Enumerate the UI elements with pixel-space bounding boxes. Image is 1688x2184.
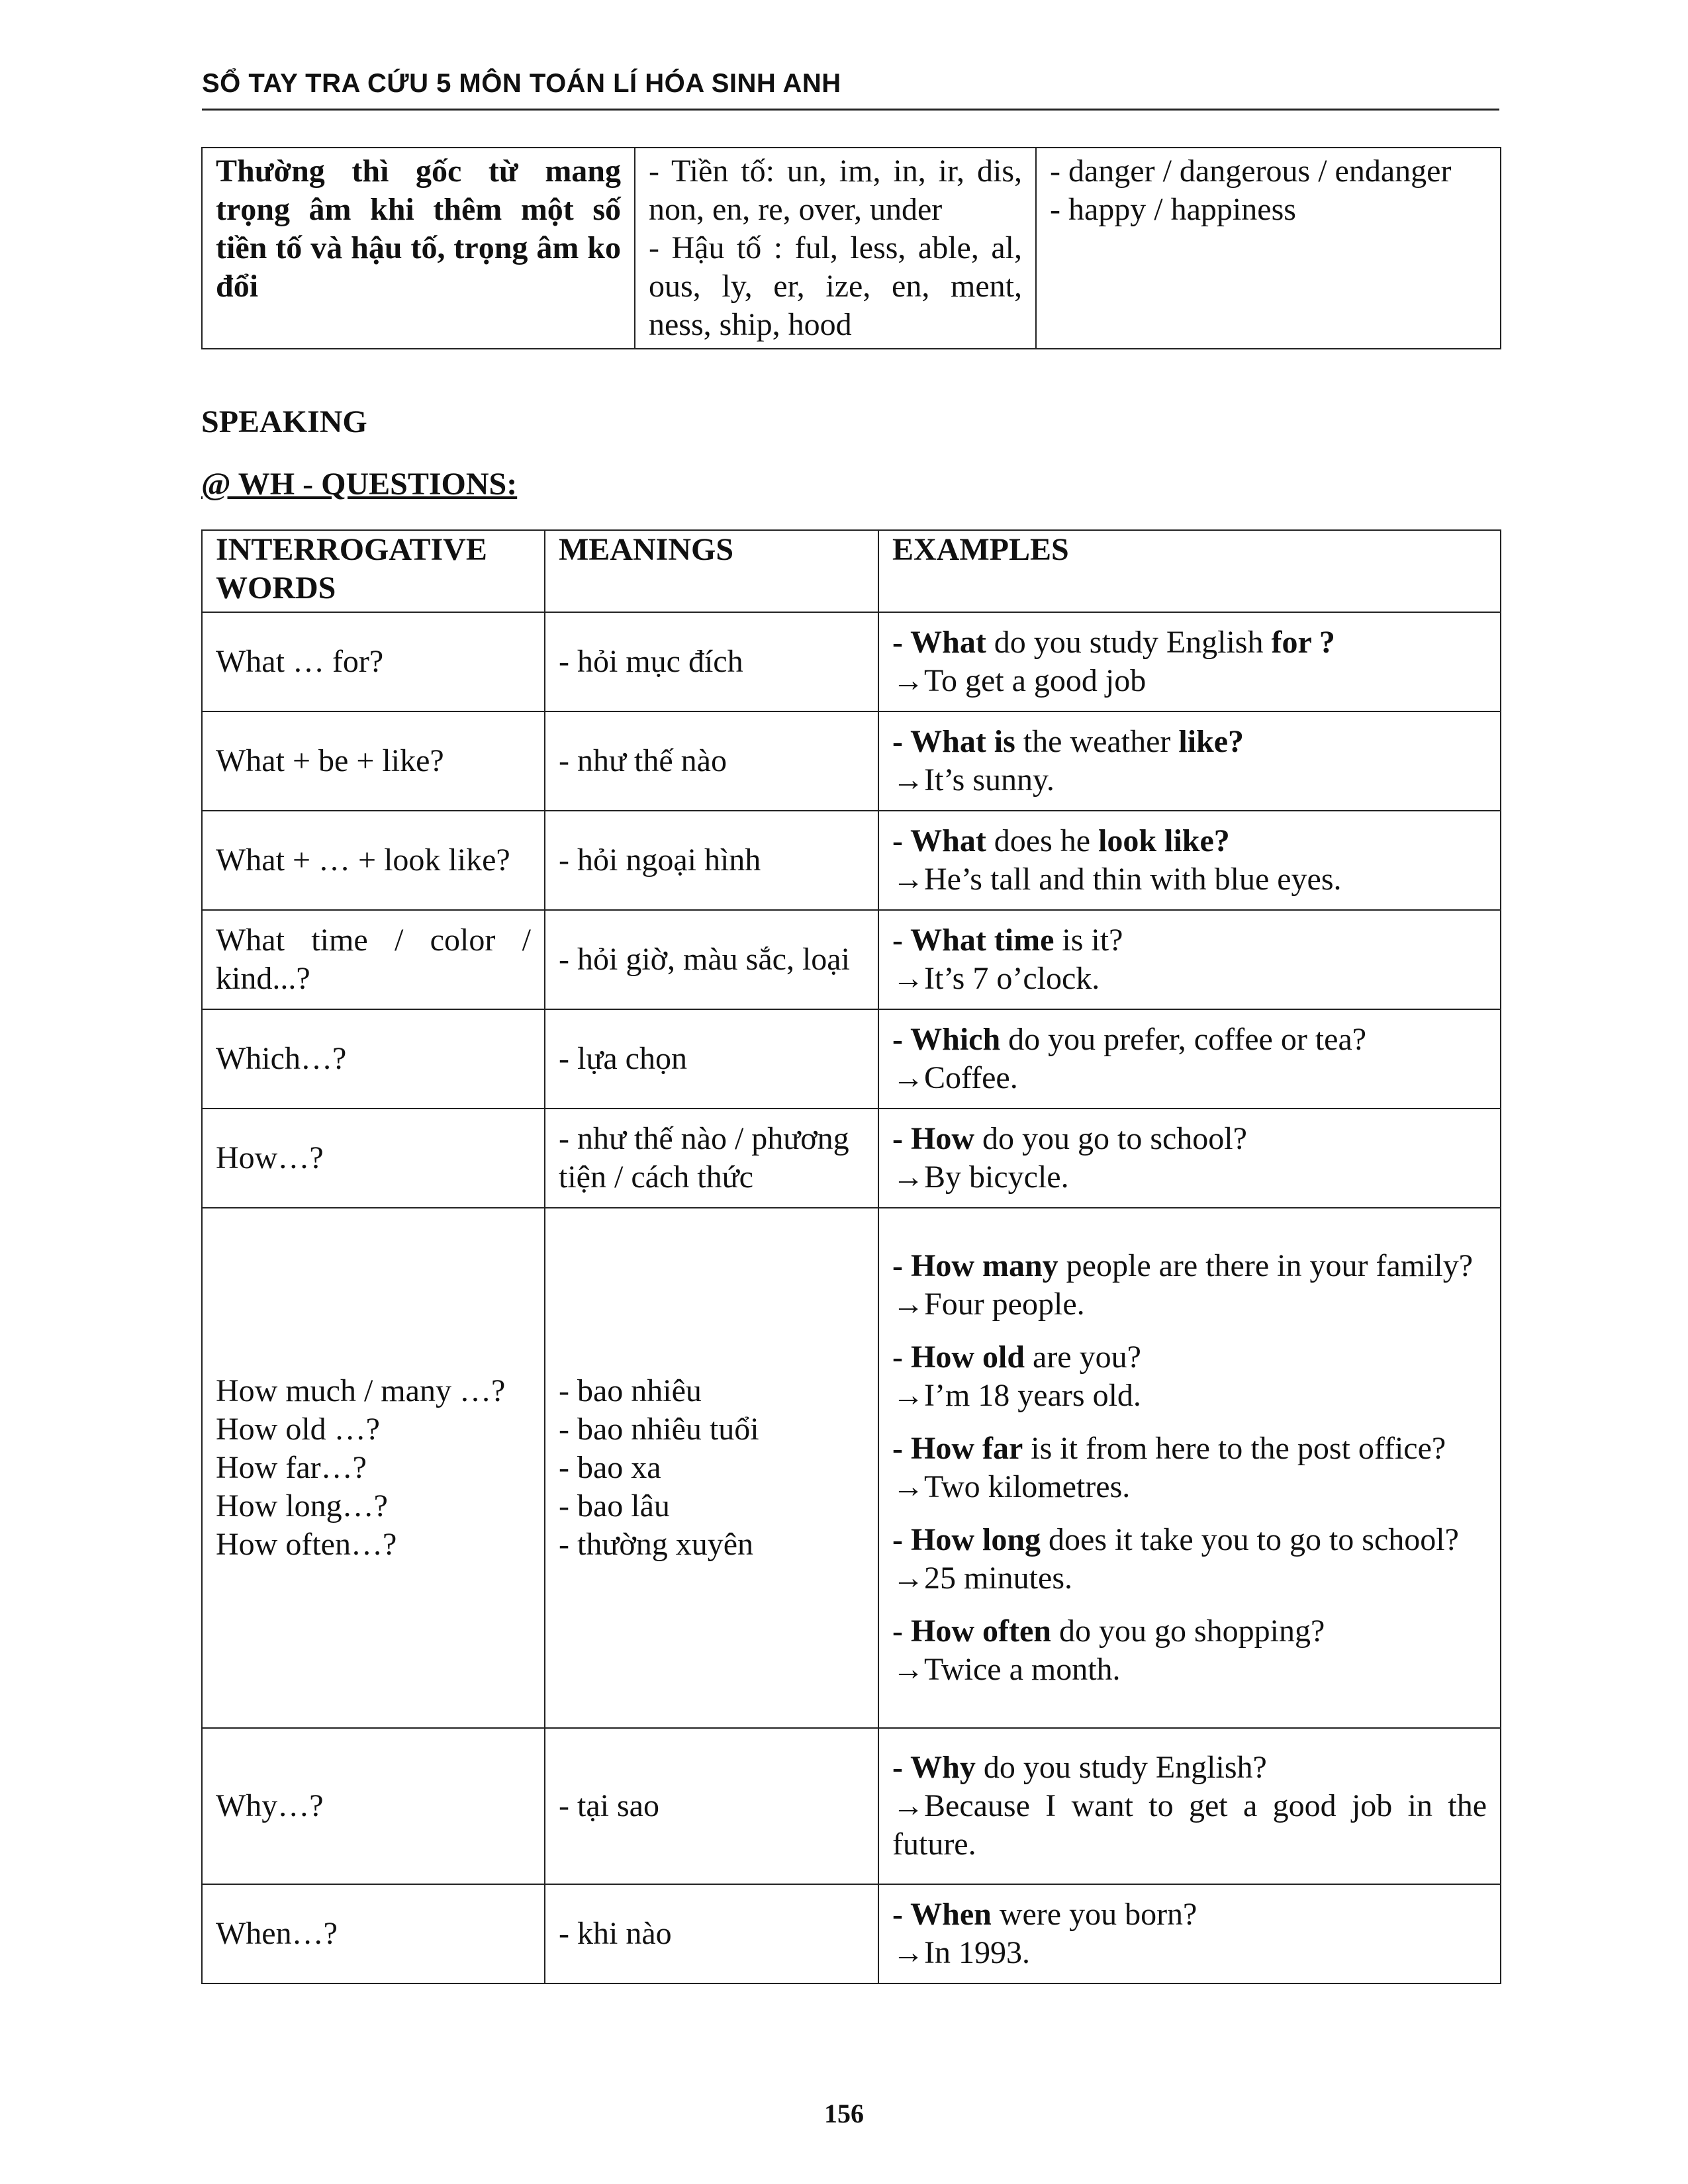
stress-rule-row (202, 148, 1501, 349)
interrogative-word: How…? (216, 1140, 324, 1175)
meaning: - hỏi ngoại hình (559, 842, 761, 878)
table-row (202, 1728, 1501, 1884)
example-block (892, 1895, 1487, 1972)
examples-cell (878, 1884, 1501, 1983)
wh-questions-table (201, 529, 1501, 1984)
example-answer: →To get a good job (892, 663, 1147, 698)
question-keyword: - How often (892, 1614, 1051, 1649)
meaning-cell (545, 711, 878, 811)
table-row (202, 1884, 1501, 1983)
interrogative-word-cell (202, 1109, 545, 1208)
question-text: do you study English (986, 625, 1272, 660)
examples-cell (878, 1208, 1501, 1728)
question-keyword: - How far (892, 1431, 1023, 1466)
question-text: do you prefer, coffee or tea? (1000, 1022, 1367, 1057)
meaning: - bao lâu (559, 1488, 670, 1524)
meaning-cell (545, 811, 878, 910)
example-block (892, 1521, 1487, 1598)
example-block (892, 1749, 1487, 1864)
examples-cell (878, 1728, 1501, 1884)
example-block (892, 1338, 1487, 1415)
example-question (892, 1521, 1487, 1559)
interrogative-word-cell (202, 612, 545, 711)
interrogative-word-cell (202, 1728, 545, 1884)
interrogative-word: What + be + like? (216, 743, 444, 778)
example-answer: →Because I want to get a good job in the future. (892, 1788, 1487, 1862)
example-block (892, 1120, 1487, 1197)
column-header: INTERROGATIVE WORDS (202, 530, 545, 612)
meaning: - tại sao (559, 1788, 659, 1823)
example-block (892, 1612, 1487, 1689)
prefix-list: - Tiền tố: un, im, in, ir, dis, non, en, re, over, under (649, 154, 1022, 227)
meaning: - thường xuyên (559, 1527, 754, 1562)
examples-cell (878, 1109, 1501, 1208)
question-text: does it take you to go to school? (1041, 1522, 1459, 1557)
table-header-row (202, 530, 1501, 612)
example-answer: →I’m 18 years old. (892, 1378, 1141, 1413)
interrogative-word-cell (202, 1009, 545, 1109)
table-row (202, 910, 1501, 1009)
example-block (892, 1021, 1487, 1097)
example-block (892, 1247, 1487, 1324)
example-question (892, 1338, 1487, 1377)
examples-cell (878, 811, 1501, 910)
stress-example: - danger / dangerous / endanger (1050, 154, 1452, 189)
header-divider (202, 109, 1499, 111)
example-question (892, 1895, 1487, 1934)
suffix-list: - Hậu tố : ful, less, able, al, ous, ly, er, ize, en, ment, ness, ship, hood (649, 230, 1022, 342)
example-answer: →It’s 7 o’clock. (892, 961, 1100, 996)
interrogative-word-cell (202, 711, 545, 811)
meaning-cell (545, 1208, 878, 1728)
question-keyword: look like? (1098, 823, 1230, 858)
section-title-speaking: SPEAKING (201, 404, 367, 439)
affixes-cell (635, 148, 1036, 349)
example-question (892, 822, 1487, 860)
example-block (892, 623, 1487, 700)
question-keyword: - What (892, 823, 986, 858)
example-question (892, 1612, 1487, 1651)
example-question (892, 1120, 1487, 1158)
interrogative-word-cell (202, 1208, 545, 1728)
question-text: is it from here to the post office? (1023, 1431, 1446, 1466)
table-row (202, 711, 1501, 811)
example-answer: →In 1993. (892, 1935, 1030, 1970)
page-header-title: SỔ TAY TRA CỨU 5 MÔN TOÁN LÍ HÓA SINH ANH (202, 69, 841, 98)
interrogative-word-cell (202, 811, 545, 910)
example-answer: →Coffee. (892, 1060, 1018, 1095)
page-number: 156 (824, 2099, 864, 2128)
example-question (892, 1247, 1487, 1285)
interrogative-word-cell (202, 910, 545, 1009)
question-keyword: like? (1178, 724, 1244, 759)
stress-examples-cell (1036, 148, 1501, 349)
question-text: were you born? (991, 1897, 1197, 1932)
meaning-cell (545, 1009, 878, 1109)
question-keyword: - Why (892, 1750, 976, 1785)
interrogative-word: What … for? (216, 644, 384, 679)
examples-cell (878, 910, 1501, 1009)
question-text: people are there in your family? (1058, 1248, 1474, 1283)
interrogative-word: When…? (216, 1916, 338, 1951)
example-answer: →25 minutes. (892, 1561, 1072, 1596)
meaning-cell (545, 1884, 878, 1983)
examples-cell (878, 1009, 1501, 1109)
interrogative-word: How long…? (216, 1488, 388, 1524)
question-keyword: - How long (892, 1522, 1041, 1557)
example-block (892, 822, 1487, 899)
interrogative-word: How often…? (216, 1527, 397, 1562)
table-row (202, 1009, 1501, 1109)
meaning: - hỏi mục đích (559, 644, 743, 679)
example-question (892, 723, 1487, 761)
example-answer: →Two kilometres. (892, 1469, 1131, 1504)
example-question (892, 1021, 1487, 1059)
question-keyword: - How old (892, 1340, 1025, 1375)
question-text: is it? (1054, 923, 1123, 958)
interrogative-word: How far…? (216, 1450, 367, 1485)
example-block (892, 921, 1487, 998)
table-row (202, 811, 1501, 910)
question-keyword: - What is (892, 724, 1015, 759)
meaning: - hỏi giờ, màu sắc, loại (559, 942, 850, 977)
interrogative-word: How old …? (216, 1412, 380, 1447)
question-text: does he (986, 823, 1099, 858)
examples-cell (878, 612, 1501, 711)
interrogative-word: Why…? (216, 1788, 324, 1823)
question-keyword: - How (892, 1121, 974, 1156)
table-row (202, 1109, 1501, 1208)
interrogative-word: Which…? (216, 1041, 347, 1076)
column-header: MEANINGS (545, 530, 878, 612)
table-row (202, 1208, 1501, 1728)
example-question (892, 623, 1487, 662)
question-keyword: - What time (892, 923, 1055, 958)
example-answer: →Twice a month. (892, 1652, 1121, 1687)
meaning: - lựa chọn (559, 1041, 687, 1076)
example-question (892, 921, 1487, 960)
meaning-cell (545, 1109, 878, 1208)
example-answer: →He’s tall and thin with blue eyes. (892, 862, 1342, 897)
example-answer: →It’s sunny. (892, 762, 1055, 797)
examples-cell (878, 711, 1501, 811)
question-keyword: - How many (892, 1248, 1058, 1283)
example-question (892, 1430, 1487, 1468)
question-text: do you go to school? (974, 1121, 1247, 1156)
question-keyword: - When (892, 1897, 992, 1932)
interrogative-word: What + … + look like? (216, 842, 510, 878)
question-keyword: - Which (892, 1022, 1001, 1057)
meaning: - như thế nào (559, 743, 727, 778)
interrogative-word-cell (202, 1884, 545, 1983)
example-block (892, 1430, 1487, 1506)
interrogative-word: What time / color / kind...? (216, 923, 531, 996)
meaning-cell (545, 910, 878, 1009)
question-text: the weather (1015, 724, 1179, 759)
wh-table-body (202, 530, 1501, 1983)
stress-rule-table (201, 147, 1501, 349)
column-header: EXAMPLES (878, 530, 1501, 612)
stress-example: - happy / happiness (1050, 192, 1296, 227)
meaning: - khi nào (559, 1916, 672, 1951)
question-keyword: - What (892, 625, 986, 660)
stress-rule-cell: Thường thì gốc từ mang trọng âm khi thêm một số tiền tố và hậu tố, trọng âm ko đổi (202, 148, 635, 349)
meaning: - bao xa (559, 1450, 661, 1485)
meaning-cell (545, 1728, 878, 1884)
meaning: - như thế nào / phương tiện / cách thức (559, 1121, 849, 1195)
question-text: are you? (1025, 1340, 1141, 1375)
meaning: - bao nhiêu tuổi (559, 1412, 759, 1447)
table-row (202, 612, 1501, 711)
example-question (892, 1749, 1487, 1787)
question-keyword: for ? (1271, 625, 1335, 660)
example-block (892, 723, 1487, 799)
example-answer: →Four people. (892, 1287, 1085, 1322)
section-title-wh-questions: @ WH - QUESTIONS: (201, 467, 518, 502)
question-text: do you go shopping? (1051, 1614, 1325, 1649)
meaning: - bao nhiêu (559, 1373, 702, 1408)
example-answer: →By bicycle. (892, 1160, 1069, 1195)
meaning-cell (545, 612, 878, 711)
question-text: do you study English? (975, 1750, 1267, 1785)
interrogative-word: How much / many …? (216, 1373, 506, 1408)
